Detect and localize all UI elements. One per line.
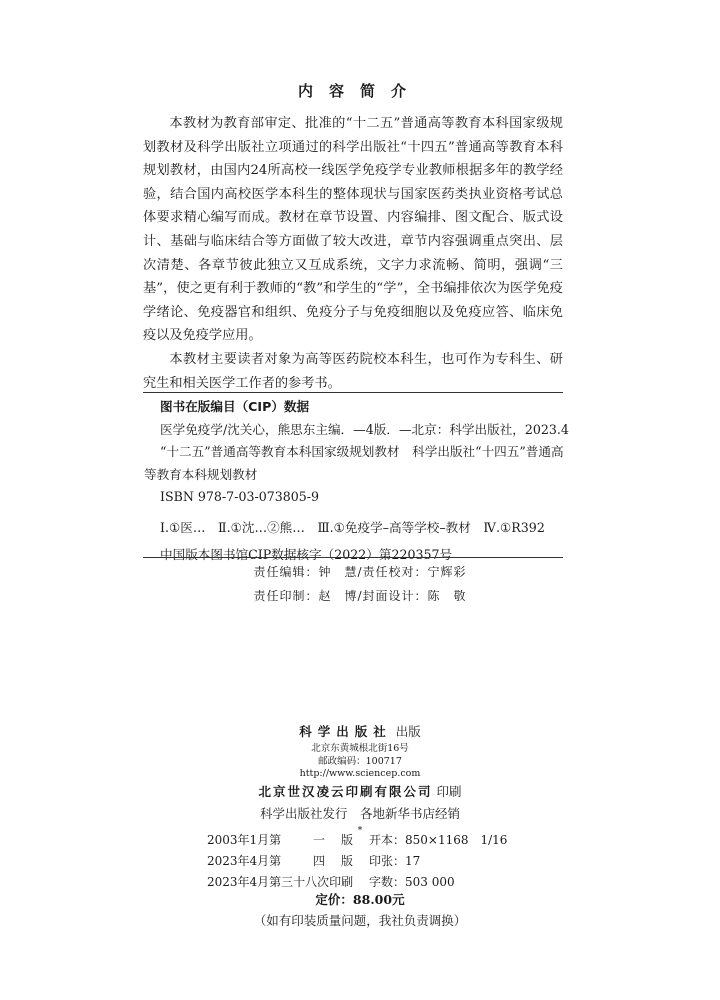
intro-paragraph-1: 本教材为教育部审定、批准的“十二五”普通高等教育本科国家级规划教材及科学出版社立项通过的科学出版社“十四五”普通高等教育本科规划教材，由国内24所高校一线医学免疫学专业教师根据多年的教学经验，结合国内高校医学本科生的整体现状与国家医药类执业资格考试总体要求精心编写而成。教材在章节设置、内容编排、图文配合、版式设计、基础与临床结合等方面做了较大改进，章节内容强调重点突出、层次清楚、各章节彼此独立又互成系统，文字力求流畅、简明，强调“三基”，使之更有利于教师的“教”和学生的“学”，全书编排依次为医学免疫学绪论、免疫器官和组织、免疫分子与免疫细胞以及免疫应答、临床免疫以及免疫学应用。 <box>143 116 563 344</box>
publisher-name: 科学出版社 <box>299 724 392 739</box>
spec-date: 2003年1月第 <box>207 833 282 847</box>
cip-series-line: “十二五”普通高等教育本科国家级规划教材 科学出版社“十四五”普通高等教育本科规划教材 <box>144 444 564 482</box>
cip-heading: 图书在版编目（CIP）数据 <box>160 399 310 414</box>
spec-detail: 印张：17 <box>369 854 421 868</box>
intro-text <box>143 112 563 395</box>
cip-classification: Ⅰ.①医… Ⅱ.①沈…②熊… Ⅲ.①免疫学–高等学校–教材 Ⅳ.①R392 <box>160 519 545 535</box>
distribution-line: 科学出版社发行 各地新华书店经销 <box>259 805 460 821</box>
publisher-address: 北京东黄城根北街16号 <box>311 743 409 754</box>
cip-block <box>144 396 569 567</box>
publisher-postcode: 邮政编码：100717 <box>318 755 402 767</box>
spec-date: 2023年4月第三十八次印刷 <box>207 875 354 889</box>
printer-name: 北京世汉凌云印刷有限公司 <box>258 783 433 799</box>
spec-kind: 版 <box>341 833 354 847</box>
print-specs <box>207 830 507 893</box>
credits-block <box>0 560 720 608</box>
printer-line <box>0 781 720 803</box>
spec-row <box>207 830 507 851</box>
credits-production: 责任印制：赵 博/封面设计：陈 敬 <box>253 589 467 603</box>
price-note: （如有印装质量问题，我社负责调换） <box>253 913 467 928</box>
spec-edition: 四 <box>312 854 325 868</box>
cip-isbn: ISBN 978-7-03-073805-9 <box>160 489 320 504</box>
separator-star: * <box>357 824 363 836</box>
printer-role: 印刷 <box>436 783 462 799</box>
spec-detail: 开本：850×1168 1/16 <box>369 833 508 847</box>
spec-date: 2023年4月第 <box>207 854 282 868</box>
cip-title-line: 医学免疫学/沈关心，熊思东主编．—4版．—北京：科学出版社，2023.4 <box>160 421 569 437</box>
intro-paragraph-2: 本教材主要读者对象为高等医药院校本科生，也可作为专科生、研究生和相关医学工作者的参考书。 <box>143 351 563 391</box>
publisher-line <box>0 721 720 743</box>
publisher-website: http://www.sciencep.com <box>299 768 421 779</box>
spec-edition: 一 <box>312 833 325 847</box>
cip-bottom-rule <box>143 557 563 558</box>
cip-top-rule <box>143 392 563 393</box>
publisher-block <box>0 721 720 837</box>
publisher-role: 出版 <box>395 724 421 739</box>
credits-editors: 责任编辑：钟 慧/责任校对：宁辉彩 <box>253 565 467 579</box>
spec-kind: 版 <box>341 854 354 868</box>
page-title: 内容简介 <box>297 82 422 100</box>
cip-record: 中国版本图书馆CIP数据核字（2022）第220357号 <box>160 547 453 562</box>
price-block <box>0 889 720 931</box>
price-label: 定价：88.00元 <box>315 892 405 907</box>
spec-detail: 字数：503 000 <box>369 875 455 889</box>
spec-row <box>207 851 507 872</box>
